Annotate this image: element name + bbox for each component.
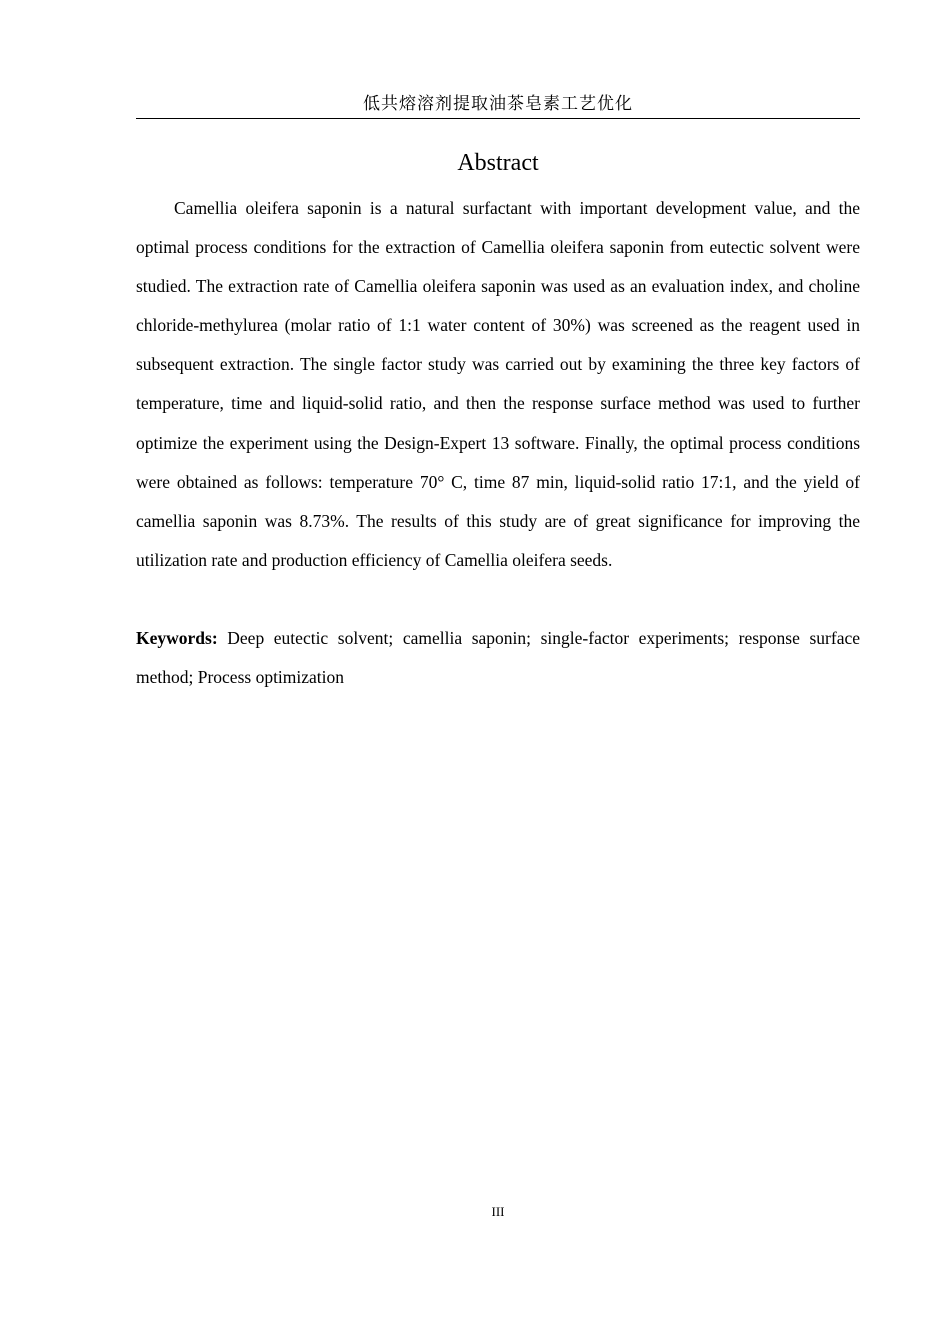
- abstract-body: Camellia oleifera saponin is a natural surfactant with important development value, and the optimal process conditions for the extraction of Camellia oleifera saponin from eutectic solvent were studied. The extraction rate of Camellia oleifera saponin was used as an evaluation index, and choline chloride-methylurea (molar ratio of 1:1 water content of 30%) was screened as the reagent used in subsequent extraction. The single factor study was carried out by examining the three key factors of temperature, time and liquid-solid ratio, and then the response surface method was used to further optimize the experiment using the Design-Expert 13 software. Finally, the optimal process conditions were obtained as follows: temperature 70° C, time 87 min, liquid-solid ratio 17:1, and the yield of camellia saponin was 8.73%. The results of this study are of great significance for improving the utilization rate and production efficiency of Camellia oleifera seeds.: [136, 198, 860, 570]
- page-number: III: [491, 1204, 505, 1219]
- keywords-paragraph: [136, 619, 860, 697]
- keywords-label: Keywords:: [136, 628, 218, 648]
- abstract-title: Abstract: [457, 150, 539, 176]
- header-rule: [136, 118, 860, 119]
- running-header: 低共熔溶剂提取油茶皂素工艺优化: [363, 94, 633, 114]
- keywords-text: Deep eutectic solvent; camellia saponin; single-factor experiments; response surface method; Process optimization: [136, 628, 860, 688]
